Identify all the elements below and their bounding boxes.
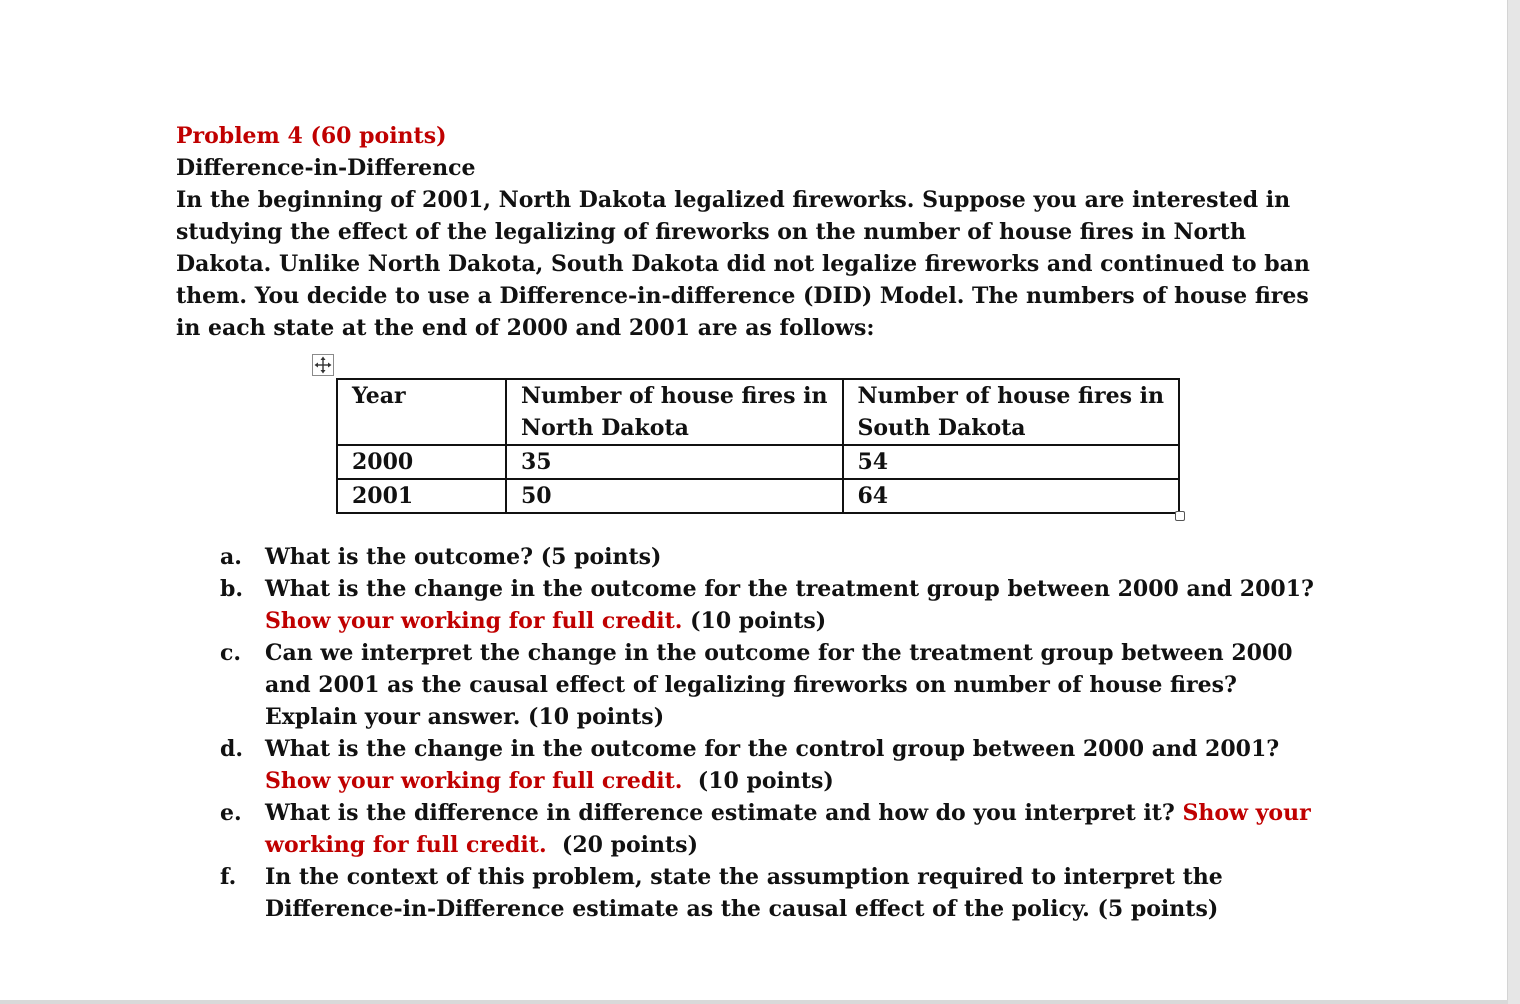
intro-line: In the beginning of 2001, North Dakota legalized fireworks. Suppose you are interested in: [176, 187, 1291, 213]
cell-south-dakota: 64: [843, 479, 1180, 513]
question-text: In the context of this problem, state the assumption required to interpret the: [265, 864, 1223, 890]
points-label: (10 points): [682, 768, 834, 794]
header-sd-line1: Number of house fires in: [857, 383, 1164, 409]
intro-line: studying the effect of the legalizing of fireworks on the number of house fires in North: [176, 219, 1246, 245]
intro-line: Dakota. Unlike North Dakota, South Dakota did not legalize fireworks and continued to ban: [176, 251, 1310, 277]
table-row: [337, 479, 1179, 513]
cell-south-dakota: 54: [843, 445, 1180, 479]
header-year: Year: [337, 379, 506, 445]
problem-heading: Problem 4 (60 points): [176, 123, 447, 149]
cell-year: 2001: [337, 479, 506, 513]
question-text: What is the change in the outcome for the control group between 2000 and 2001?: [265, 736, 1280, 762]
question-list: [220, 541, 1340, 925]
house-fires-table: [336, 378, 1180, 514]
credit-note: Show your working for full credit.: [265, 768, 683, 794]
question-text: What is the outcome? (5 points): [265, 544, 662, 570]
intro-line: in each state at the end of 2000 and 2001 are as follows:: [176, 315, 875, 341]
question-text-main: What is the difference in difference estimate and how do you interpret it?: [265, 800, 1183, 826]
question-c: [220, 637, 1340, 733]
table-row: [337, 445, 1179, 479]
intro-line: them. You decide to use a Difference-in-difference (DID) Model. The numbers of house fires: [176, 283, 1309, 309]
header-north-dakota: [506, 379, 843, 445]
problem-subtitle: Difference-in-Difference: [176, 155, 476, 181]
question-marker: d.: [220, 736, 244, 762]
table-move-handle-icon[interactable]: [312, 354, 334, 376]
question-text: What is the change in the outcome for the treatment group between 2000 and 2001?: [265, 576, 1314, 602]
question-text: Can we interpret the change in the outcome for the treatment group between 2000: [265, 640, 1293, 666]
credit-note: Show your working for full credit.: [265, 608, 683, 634]
problem-text: [176, 120, 1336, 344]
question-e: [220, 797, 1340, 861]
question-marker: f.: [220, 864, 237, 890]
header-nd-line2: North Dakota: [521, 415, 689, 441]
question-f: [220, 861, 1340, 925]
page-bottom-edge: [0, 1000, 1508, 1004]
question-marker: b.: [220, 576, 244, 602]
question-text-line2: Difference-in-Difference estimate as the causal effect of the policy. (5 points): [265, 896, 1219, 922]
question-d: [220, 733, 1340, 797]
question-text-line2: [265, 605, 1340, 637]
cell-north-dakota: 35: [506, 445, 843, 479]
question-text-line3: Explain your answer. (10 points): [265, 704, 665, 730]
points-label: (20 points): [546, 832, 698, 858]
window-right-edge: [1507, 0, 1520, 1004]
credit-note: working for full credit.: [265, 832, 547, 858]
question-text-line2: [265, 829, 1340, 861]
question-text: [265, 797, 1340, 829]
header-sd-line2: South Dakota: [857, 415, 1026, 441]
question-text-line2: [265, 765, 1340, 797]
header-nd-line1: Number of house fires in: [521, 383, 828, 409]
credit-note: Show your: [1182, 800, 1311, 826]
question-marker: c.: [220, 640, 242, 666]
cell-year: 2000: [337, 445, 506, 479]
question-b: [220, 573, 1340, 637]
table-header-row: [337, 379, 1179, 445]
question-marker: a.: [220, 544, 242, 570]
header-south-dakota: [843, 379, 1180, 445]
question-text-line2: and 2001 as the causal effect of legalizing fireworks on number of house fires?: [265, 672, 1237, 698]
points-label: (10 points): [682, 608, 827, 634]
question-marker: e.: [220, 800, 242, 826]
question-a: [220, 541, 1340, 573]
cell-north-dakota: 50: [506, 479, 843, 513]
table-resize-handle[interactable]: [1175, 511, 1185, 521]
